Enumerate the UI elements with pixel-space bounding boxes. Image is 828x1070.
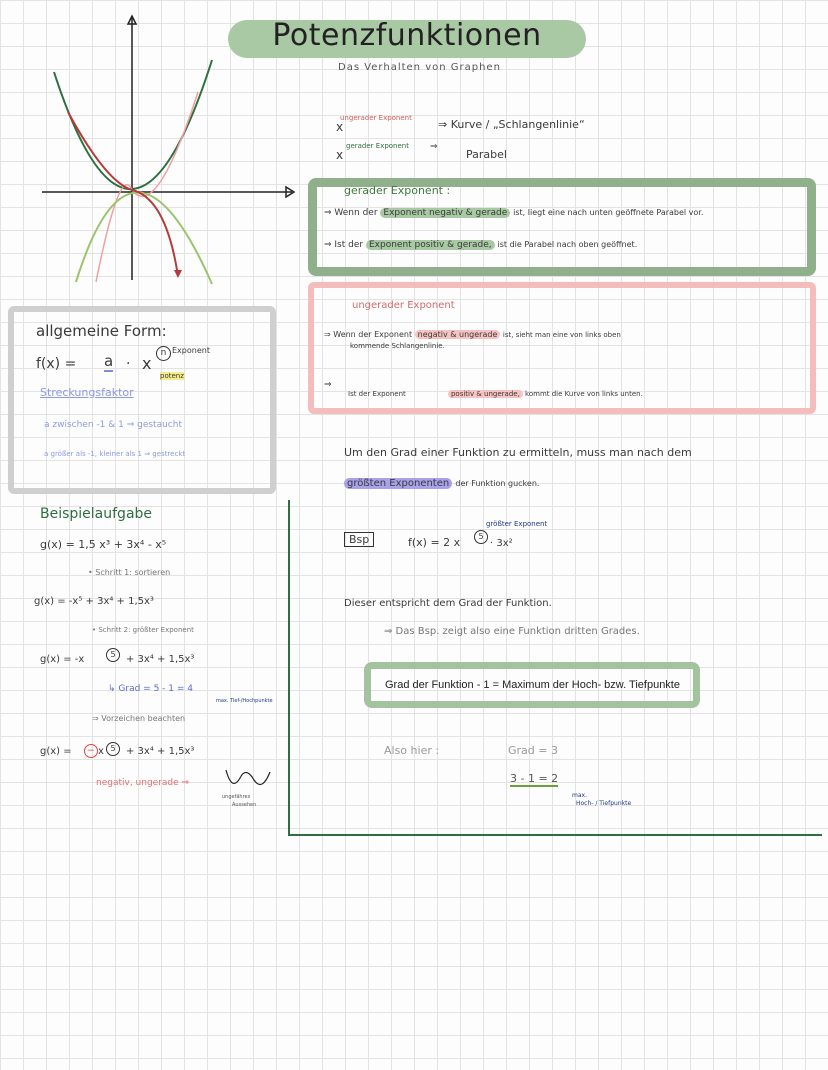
example-shows-text: ⇒ Das Bsp. zeigt also eine Funktion dritten Grades. (384, 626, 640, 637)
even-positive-parabola (54, 60, 212, 189)
power-functions-graph (36, 12, 302, 292)
rule-compressed: a zwischen -1 & 1 ⇒ gestaucht (44, 420, 182, 430)
exponent-label: Exponent (172, 346, 210, 355)
example-eq4-lhs: g(x) = (40, 746, 72, 757)
example-heading: Beispielaufgabe (40, 506, 153, 522)
odd-line2-prefix: Ist der Exponent (348, 390, 406, 398)
degree-suffix: der Funktion gucken. (455, 479, 540, 488)
even-arrow: ⇒ (430, 142, 438, 152)
calc-note1: max. (572, 792, 587, 799)
example-step1: • Schritt 1: sortieren (88, 568, 171, 577)
odd-result: ⇒ Kurve / „Schlangenlinie“ (438, 118, 585, 131)
sketch-note2: Aussehen (232, 802, 257, 808)
eq4-exponent-circle: 5 (106, 742, 120, 756)
exponent-sublabel: potenz (160, 372, 184, 380)
curve-arrow (174, 270, 182, 278)
even-line1-highlight: Exponent negativ & gerade (380, 208, 510, 218)
even-line2-suffix: ist die Parabel nach oben geöffnet. (497, 240, 638, 249)
general-form-a: a (104, 352, 114, 370)
even-box-line2 (324, 240, 637, 250)
general-form-dot: · (126, 356, 131, 372)
odd-negative-curve (68, 112, 178, 276)
odd-line2-highlight: positiv & ungerade, (448, 390, 523, 398)
section-divider-horizontal (288, 834, 822, 836)
bsp-rest: · 3x² (490, 538, 513, 549)
example-eq4-x: x (98, 746, 104, 757)
example-step2: • Schritt 2: größter Exponent (92, 626, 194, 634)
example-eq1: g(x) = 1,5 x³ + 3x⁴ - x⁵ (40, 538, 167, 551)
grad-rule-box: Grad der Funktion - 1 = Maximum der Hoch- bzw. Tiefpunkte (364, 662, 700, 708)
even-exponent-label: gerader Exponent (346, 142, 409, 150)
odd-line1-highlight: negativ & ungerade (415, 330, 501, 339)
general-form-x: x (142, 354, 152, 373)
grad-value: Grad = 3 (508, 744, 558, 757)
bsp-formula: f(x) = 2 x (408, 536, 461, 549)
eq3-exponent-circle: 5 (106, 648, 120, 662)
odd-box-heading: ungerader Exponent (352, 300, 455, 311)
sketch-note1: ungefähres (222, 794, 251, 800)
odd-line1-prefix: ⇒ Wenn der Exponent (324, 330, 413, 339)
stretch-factor-label: Streckungsfaktor (40, 386, 134, 399)
even-box-line1 (324, 208, 703, 218)
even-negative-parabola (76, 192, 212, 284)
odd-box-line1 (324, 330, 621, 339)
even-line2-highlight: Exponent positiv & gerade, (366, 240, 495, 250)
example-eq3-lhs: g(x) = -x (40, 654, 85, 665)
odd-x-base: x (336, 120, 344, 134)
bsp-label: Bsp (344, 532, 374, 547)
page-subtitle: Das Verhalten von Graphen (338, 62, 501, 73)
odd-box-line2 (348, 390, 643, 398)
odd-line2-suffix: kommt die Kurve von links unten. (525, 390, 643, 398)
even-line1-prefix: ⇒ Wenn der (324, 208, 378, 218)
page-title: Potenzfunktionen (272, 18, 542, 53)
section-divider-vertical (288, 500, 290, 836)
also-hier: Also hier : (384, 744, 440, 757)
general-form-lhs: f(x) = (36, 356, 77, 372)
degree-highlight: größten Exponenten (344, 478, 452, 489)
calc-note2: Hoch- / Tiefpunkte (576, 800, 632, 807)
odd-line2-arrow: ⇒ (324, 380, 332, 390)
odd-exponent-label: ungerader Exponent (340, 114, 412, 122)
corresponds-text: Dieser entspricht dem Grad der Funktion. (344, 598, 552, 609)
odd-positive-curve (96, 92, 198, 282)
negative-sign-circle: − (84, 744, 98, 758)
rule-stretched: a größer als -1, kleiner als 1 ⇒ gestreckt (44, 450, 186, 458)
example-grad-line: ↳ Grad = 5 - 1 = 4 (108, 684, 193, 694)
example-eq3-rest: + 3x⁴ + 1,5x³ (126, 654, 195, 665)
odd-line1-suffix: ist, sieht man eine von links oben (502, 331, 621, 339)
example-eq2: g(x) = -x⁵ + 3x⁴ + 1,5x³ (34, 596, 154, 607)
bsp-annotation: größter Exponent (486, 520, 548, 528)
example-grad-note: max. Tief-/Hochpunkte (216, 698, 273, 704)
snake-sketch-icon (224, 766, 278, 790)
even-box-heading: gerader Exponent : (344, 184, 451, 197)
even-line2-prefix: ⇒ Ist der (324, 240, 364, 250)
general-form-heading: allgemeine Form: (36, 322, 167, 340)
example-conclusion: negativ, ungerade ⇒ (96, 778, 190, 788)
exponent-circle: n (156, 346, 171, 361)
degree-line2 (344, 478, 539, 489)
degree-line1: Um den Grad einer Funktion zu ermitteln, muss man nach dem (344, 446, 692, 459)
even-result: Parabel (466, 148, 507, 161)
even-line1-suffix: ist, liegt eine nach unten geöffnete Parabel vor. (513, 208, 704, 217)
bsp-exponent-circle: 5 (474, 530, 488, 544)
odd-box-line1-cont: kommende Schlangenlinie. (350, 342, 445, 350)
calc-text: 3 - 1 = 2 (510, 772, 559, 785)
example-eq4-rest: + 3x⁴ + 1,5x³ (126, 746, 195, 757)
even-x-base: x (336, 148, 344, 162)
example-sign-step: ⇒ Vorzeichen beachten (92, 714, 186, 723)
